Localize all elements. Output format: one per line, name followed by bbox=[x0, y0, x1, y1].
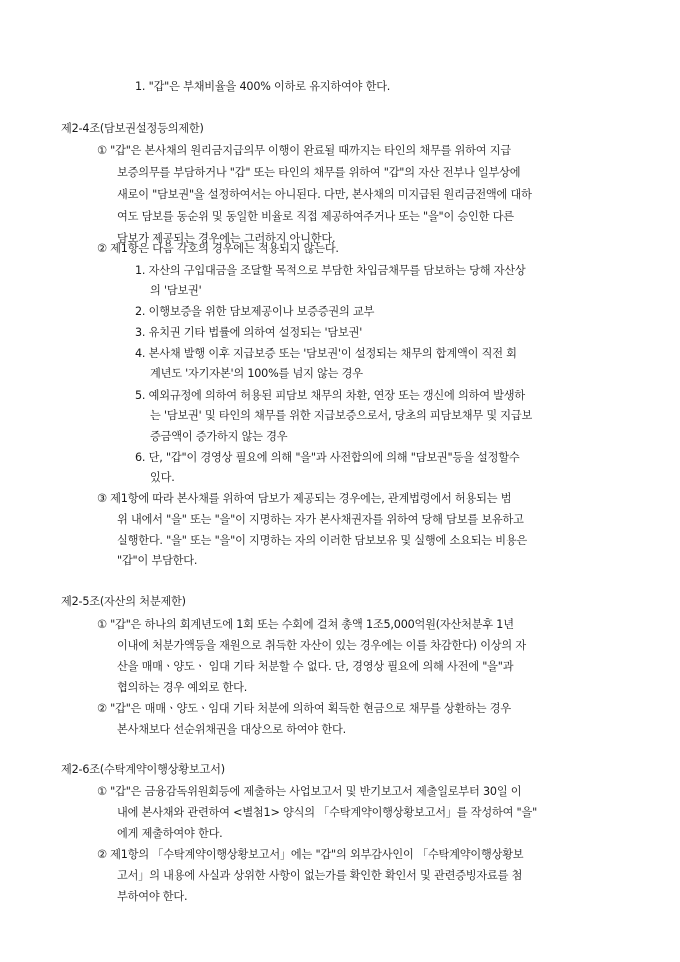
article-2-4-heading: 제2-4조(담보권설정등의제한) bbox=[61, 122, 204, 135]
article-2-4-item-6: 6. 단, "갑"이 경영상 필요에 의해 "을"과 사전합의에 의해 "담보권"등을 설정할수 bbox=[135, 451, 520, 464]
article-2-4-item-4-cont: 계년도 '자기자본'의 100%를 넘지 않는 경우 bbox=[150, 367, 363, 380]
article-2-4-clause-3-line: 실행한다. "을" 또는 "을"이 지명하는 자의 이러한 담보보유 및 실행에 소요되는 비용은 bbox=[117, 534, 528, 547]
article-2-4-item-2: 2. 이행보증을 위한 담보제공이나 보증증권의 교부 bbox=[135, 305, 375, 318]
article-2-5-heading: 제2-5조(자산의 처분제한) bbox=[61, 595, 186, 608]
article-2-4-item-3: 3. 유치권 기타 법률에 의하여 설정되는 '담보권' bbox=[135, 326, 363, 339]
article-2-6-heading: 제2-6조(수탁계약이행상황보고서) bbox=[61, 763, 225, 776]
article-2-4-item-1: 1. 자산의 구입대금을 조달할 목적으로 부담한 차입금채무를 담보하는 당해 자산상 bbox=[135, 264, 526, 277]
article-2-5-clause-1-line: 이내에 처분가액등을 재원으로 취득한 자산이 있는 경우에는 이를 차감한다) 이상의 자 bbox=[117, 639, 526, 652]
article-2-5-clause-1-line: 산을 매매ㆍ양도ㆍ 임대 기타 처분할 수 없다. 단, 경영상 필요에 의해 사전에 "을"과 bbox=[117, 660, 514, 673]
article-2-5-clause-1-line: 협의하는 경우 예외로 한다. bbox=[117, 681, 248, 694]
article-2-4-item-6-cont: 있다. bbox=[150, 471, 175, 484]
article-2-4-clause-1-line: 새로이 "담보권"을 설정하여서는 아니된다. 다만, 본사채의 미지급된 원리금전액에 대하 bbox=[117, 188, 532, 201]
article-2-5-clause-2: ② "갑"은 매매ㆍ양도ㆍ임대 기타 처분에 의하여 획득한 현금으로 채무를 상환하는 경우 bbox=[97, 702, 511, 715]
article-2-6-clause-1: ① "갑"은 금융감독위원회등에 제출하는 사업보고서 및 반기보고서 제출일로부터 30일 이 bbox=[97, 785, 522, 798]
article-2-4-clause-3-line: "갑"이 부담한다. bbox=[117, 554, 198, 567]
article-2-4-item-1-cont: 의 '담보권' bbox=[150, 284, 202, 297]
article-2-5-clause-1: ① "갑"은 하나의 회계년도에 1회 또는 수회에 걸쳐 총액 1조5,000억원(자산처분후 1년 bbox=[97, 618, 514, 631]
article-2-6-clause-2-line: 고서」의 내용에 사실과 상위한 사항이 없는가를 확인한 확인서 및 관련증빙자료를 첨 bbox=[117, 869, 523, 882]
article-2-4-clause-1: ① "갑"은 본사채의 원리금지급의무 이행이 완료될 때까지는 타인의 채무를 위하여 지급 bbox=[97, 144, 511, 157]
article-2-4-item-4: 4. 본사채 발행 이후 지급보증 또는 '담보권'이 설정되는 채무의 합계액이 직전 회 bbox=[135, 347, 517, 360]
article-2-4-clause-1-line: 담보가 제공되는 경우에는 그러하지 아니한다. bbox=[117, 232, 336, 245]
article-2-6-clause-2: ② 제1항의 「수탁계약이행상황보고서」에는 "갑"의 외부감사인이 「수탁계약이행상황보 bbox=[97, 848, 524, 861]
article-2-4-clause-3: ③ 제1항에 따라 본사채를 위하여 담보가 제공되는 경우에는, 관계법령에서 허용되는 범 bbox=[97, 492, 512, 505]
article-2-6-clause-2-line: 부하여야 한다. bbox=[117, 890, 188, 903]
article-2-6-clause-1-line: 내에 본사채와 관련하여 <별첨1> 양식의 「수탁계약이행상황보고서」를 작성하여 "을" bbox=[117, 806, 538, 819]
article-2-4-item-5-cont: 는 '담보권' 및 타인의 채무를 위한 지급보증으로서, 당초의 피담보채무 및 지급보 bbox=[150, 409, 533, 422]
article-2-4-clause-1-line: 여도 담보를 동순위 및 동일한 비율로 직접 제공하여주거나 또는 "을"이 승인한 다른 bbox=[117, 210, 514, 223]
article-2-5-clause-2-line: 본사채보다 선순위채권을 대상으로 하여야 한다. bbox=[117, 723, 346, 736]
article-2-4-item-5-cont: 증금액이 증가하지 않는 경우 bbox=[150, 430, 288, 443]
article-2-4-clause-1-line: 보증의무를 부담하거나 "갑" 또는 타인의 채무를 위하여 "갑"의 자산 전부나 일부상에 bbox=[117, 166, 521, 179]
article-2-4-item-5: 5. 예외규정에 의하여 허용된 피담보 채무의 차환, 연장 또는 갱신에 의하여 발생하 bbox=[135, 389, 525, 402]
prior-item-1: 1. "갑"은 부채비율을 400% 이하로 유지하여야 한다. bbox=[135, 80, 391, 93]
article-2-4-clause-3-line: 위 내에서 "을" 또는 "을"이 지명하는 자가 본사채권자를 위하여 당해 담보를 보유하고 bbox=[117, 513, 524, 526]
article-2-6-clause-1-line: 에게 제출하여야 한다. bbox=[117, 827, 223, 840]
article-2-4-clause-2: ② 제1항은 다음 각호의 경우에는 적용되지 않는다. bbox=[97, 242, 339, 255]
